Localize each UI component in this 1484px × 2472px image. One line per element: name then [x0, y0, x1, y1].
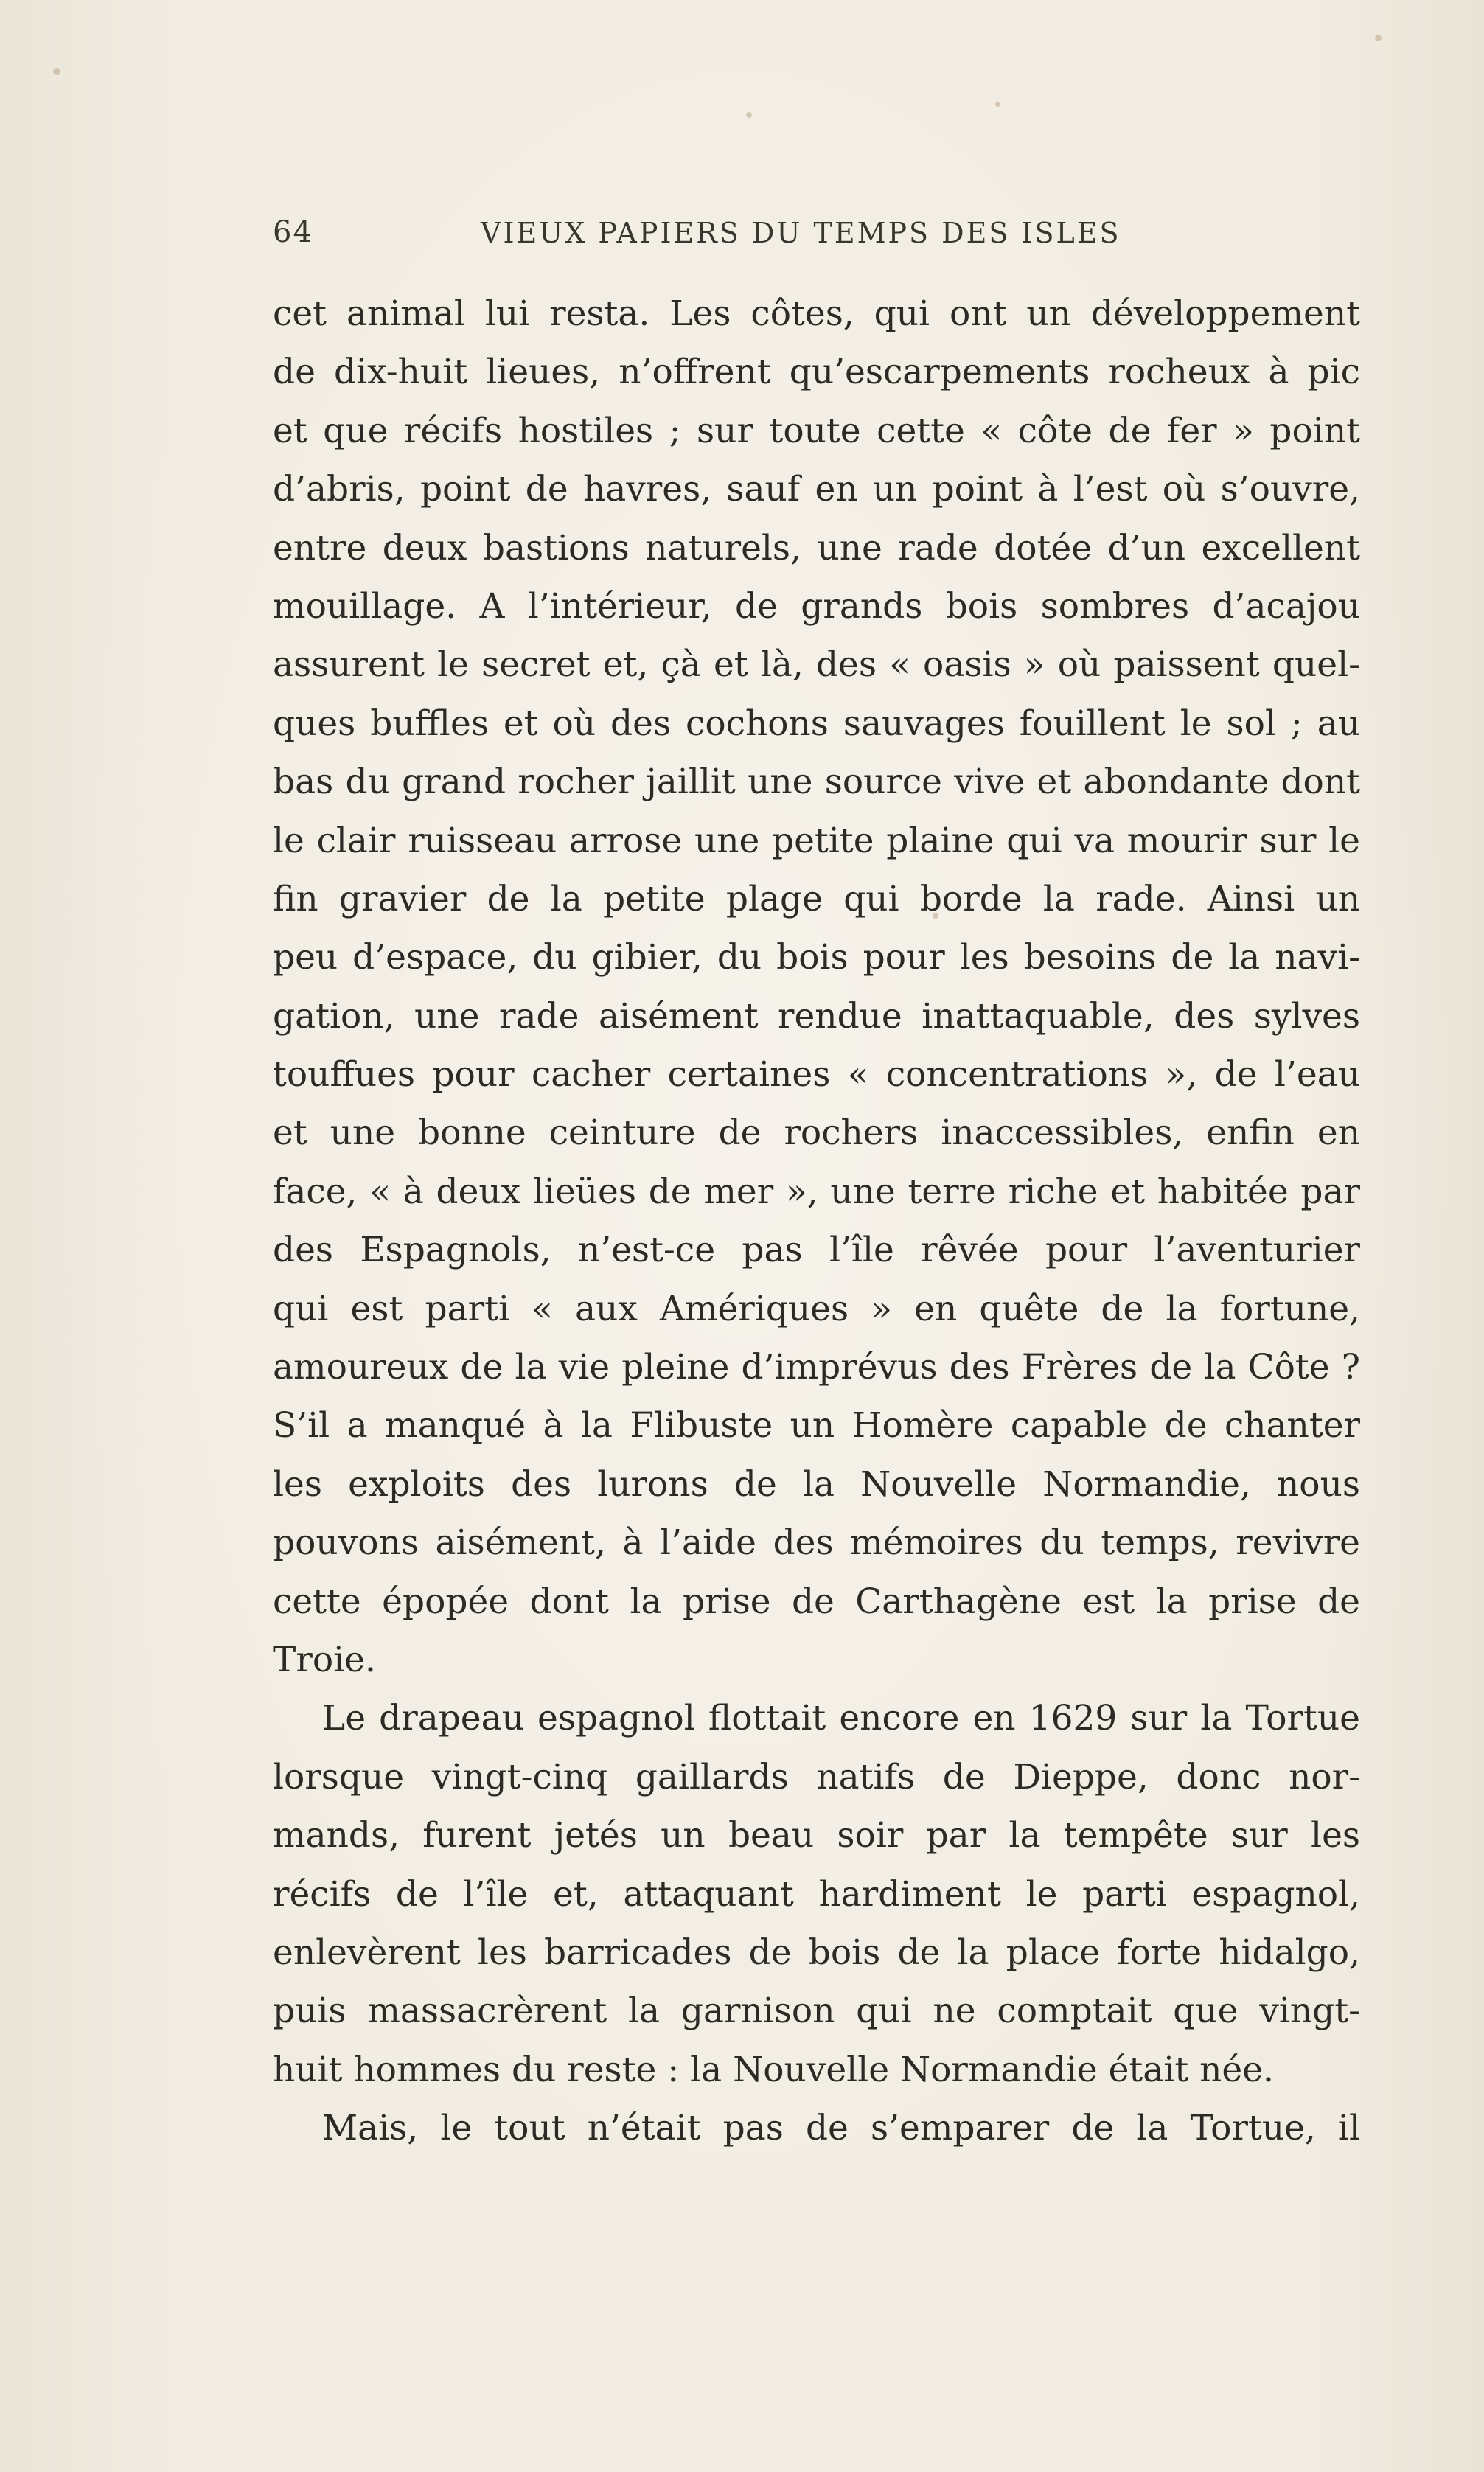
text-line: et une bonne ceinture de rochers inaccessibles, enfin en: [273, 1113, 1360, 1154]
text-line: Le drapeau espagnol flottait encore en 1629 sur la Tortue: [322, 1698, 1360, 1739]
text-line: touffues pour cacher certaines « concentrations », de l’eau: [273, 1054, 1360, 1096]
paper-speck: [53, 68, 60, 75]
paragraph-1: [273, 285, 1360, 1689]
text-line: pouvons aisément, à l’aide des mémoires du temps, revivre: [273, 1522, 1360, 1564]
text-line: puis massacrèrent la garnison qui ne comptait que vingt-: [273, 1991, 1360, 2032]
text-line: lorsque vingt-cinq gaillards natifs de Dieppe, donc nor-: [273, 1756, 1360, 1797]
text-line: Troie.: [273, 1639, 376, 1680]
page-number: 64: [273, 215, 313, 249]
text-line: fin gravier de la petite plage qui borde la rade. Ainsi un: [273, 878, 1360, 919]
text-line: peu d’espace, du gibier, du bois pour les besoins de la navi-: [273, 937, 1360, 978]
text-line: amoureux de la vie pleine d’imprévus des Frères de la Côte ?: [273, 1347, 1360, 1388]
page-header: [273, 215, 1150, 260]
text-line: S’il a manqué à la Flibuste un Homère capable de chanter: [273, 1405, 1360, 1446]
text-line: Mais, le tout n’était pas de s’emparer de la Tortue, il: [322, 2108, 1360, 2149]
paper-speck: [1375, 35, 1382, 41]
text-line: des Espagnols, n’est-ce pas l’île rêvée pour l’aventurier: [273, 1230, 1360, 1271]
running-title: VIEUX PAPIERS DU TEMPS DES ISLES: [481, 217, 1121, 249]
text-line: cette épopée dont la prise de Carthagène est la prise de: [273, 1581, 1360, 1622]
text-line: et que récifs hostiles ; sur toute cette « côte de fer » point: [273, 410, 1360, 451]
text-line: de dix-huit lieues, n’offrent qu’escarpements rocheux à pic: [273, 352, 1360, 393]
text-line: huit hommes du reste : la Nouvelle Normandie était née.: [273, 2049, 1274, 2090]
paper-speck: [995, 102, 1000, 107]
text-line: les exploits des lurons de la Nouvelle Normandie, nous: [273, 1463, 1360, 1505]
paper-speck: [746, 112, 752, 118]
text-line: ques buffles et où des cochons sauvages fouillent le sol ; au: [273, 703, 1360, 744]
text-line: récifs de l’île et, attaquant hardiment le parti espagnol,: [273, 1873, 1360, 1915]
text-line: gation, une rade aisément rendue inattaquable, des sylves: [273, 995, 1360, 1037]
text-line: cet animal lui resta. Les côtes, qui ont un développement: [273, 293, 1360, 334]
text-line: mands, furent jetés un beau soir par la tempête sur les: [273, 1815, 1360, 1856]
text-line: bas du grand rocher jaillit une source vive et abondante dont: [273, 762, 1360, 803]
text-line: enlevèrent les barricades de bois de la place forte hidalgo,: [273, 1932, 1360, 1973]
text-line: face, « à deux lieües de mer », une terre riche et habitée par: [273, 1171, 1360, 1212]
body-text: [273, 285, 1360, 2172]
text-line: entre deux bastions naturels, une rade dotée d’un excellent: [273, 527, 1360, 568]
text-line: d’abris, point de havres, sauf en un point à l’est où s’ouvre,: [273, 469, 1360, 510]
text-line: le clair ruisseau arrose une petite plaine qui va mourir sur le: [273, 820, 1360, 861]
text-line: mouillage. A l’intérieur, de grands bois sombres d’acajou: [273, 585, 1360, 627]
paragraph-3: [273, 2099, 1360, 2157]
text-line: assurent le secret et, çà et là, des « oasis » où paissent quel-: [273, 644, 1360, 686]
text-line: qui est parti « aux Amériques » en quête de la fortune,: [273, 1288, 1360, 1329]
paragraph-2: [273, 1689, 1360, 2099]
